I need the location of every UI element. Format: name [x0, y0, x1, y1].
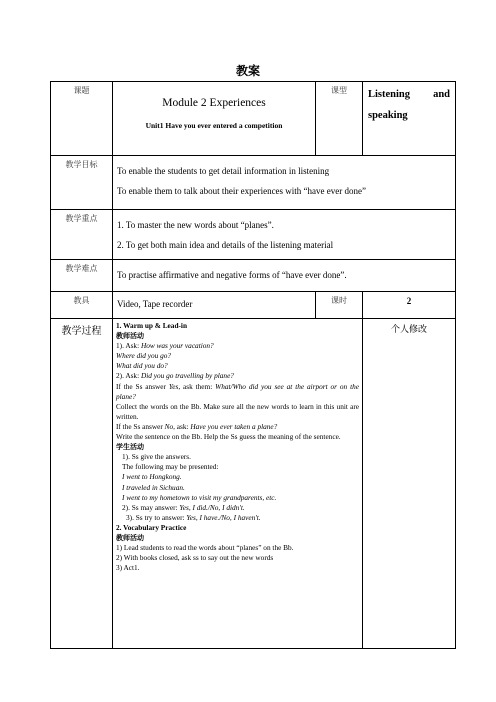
- process-line: 1). Ask: How was your vacation?: [116, 341, 214, 351]
- process-line: 3). Ss try to answer: Yes, I have./No, I haven't.: [126, 512, 261, 522]
- process-line: If the Ss answer No, ask: Have you ever taken a plane?: [116, 421, 278, 431]
- difficult-points-label: 教学难点: [51, 260, 113, 292]
- revision-label: 个人修改: [363, 319, 456, 649]
- difficult-points-content: To practise affirmative and negative forms of “have ever done”.: [113, 260, 456, 292]
- aids-row: [51, 292, 456, 319]
- key-points-label: 教学重点: [51, 210, 113, 260]
- objective-content: [113, 156, 456, 210]
- aids-value: Video, Tape recorder: [113, 292, 316, 319]
- objective-label: 教学目标: [51, 156, 113, 210]
- process-line: Where did you go?: [116, 351, 172, 361]
- topic-cell: [113, 82, 316, 156]
- process-line: 1) Lead students to read the words about “planes” on the Bb.: [116, 543, 294, 553]
- topic-label: 课题: [51, 82, 113, 156]
- key-point-2: 2. To get both main idea and details of the listening material: [117, 240, 334, 250]
- process-line: I went to Hongkong.: [122, 472, 182, 482]
- process-line: 2) With books closed, ask ss to say out the new words: [116, 553, 274, 563]
- student-activity-label: 学生活动: [116, 443, 144, 452]
- process-line: 3) Act1.: [116, 563, 140, 573]
- process-line: 1). Ss give the answers.: [122, 452, 191, 462]
- process-line: 2). Ss may answer: Yes, I did./No, I didn't.: [122, 502, 245, 512]
- difficult-points-row: [51, 260, 456, 292]
- objective-line-2: To enable them to talk about their experiences with “have ever done”: [117, 186, 367, 196]
- periods-label: 课时: [316, 292, 363, 319]
- topic-title: Module 2 Experiences: [162, 97, 266, 109]
- teacher-activity-label-2: 教师活动: [116, 533, 144, 542]
- process-line: I went to my hometown to visit my grandparents, etc.: [122, 492, 277, 502]
- process-label: 教学过程: [51, 319, 113, 649]
- section-1-heading: 1. Warm up & Lead-in: [116, 321, 188, 330]
- course-type-value: [363, 82, 456, 156]
- process-line: If the Ss answer Yes, ask them: What/Who did you see at the airport or on the plane?: [116, 381, 359, 401]
- process-row: [51, 319, 456, 649]
- course-type-word-1: Listening: [368, 89, 411, 100]
- course-type-word-3: speaking: [368, 110, 408, 121]
- process-line: Write the sentence on the Bb. Help the Ss guess the meaning of the sentence.: [116, 432, 341, 442]
- course-type-label: 课型: [316, 82, 363, 156]
- lesson-plan-table: [50, 81, 456, 649]
- process-line: What did you do?: [116, 361, 168, 371]
- periods-value: 2: [363, 292, 456, 319]
- process-line: Collect the words on the Bb. Make sure all the new words to learn in this unit are written.: [116, 401, 359, 421]
- process-line: I traveled in Sichuan.: [122, 482, 185, 492]
- document-title: 教案: [235, 64, 260, 78]
- process-line: 2). Ask: Did you go travelling by plane?: [116, 371, 234, 381]
- process-line: The following may be presented:: [122, 462, 219, 472]
- topic-subtitle: Unit1 Have you ever entered a competition: [145, 121, 283, 130]
- process-content: [113, 319, 363, 649]
- teacher-activity-label: 教师活动: [116, 332, 144, 341]
- section-2-heading: 2. Vocabulary Practice: [116, 522, 187, 532]
- course-type-word-2: and: [433, 89, 450, 100]
- topic-row: [51, 82, 456, 156]
- objective-row: [51, 156, 456, 210]
- objective-line-1: To enable the students to get detail information in listening: [117, 166, 330, 176]
- key-points-row: [51, 210, 456, 260]
- aids-label: 教具: [51, 292, 113, 319]
- key-point-1: 1. To master the new words about “planes”.: [117, 220, 274, 230]
- key-points-content: [113, 210, 456, 260]
